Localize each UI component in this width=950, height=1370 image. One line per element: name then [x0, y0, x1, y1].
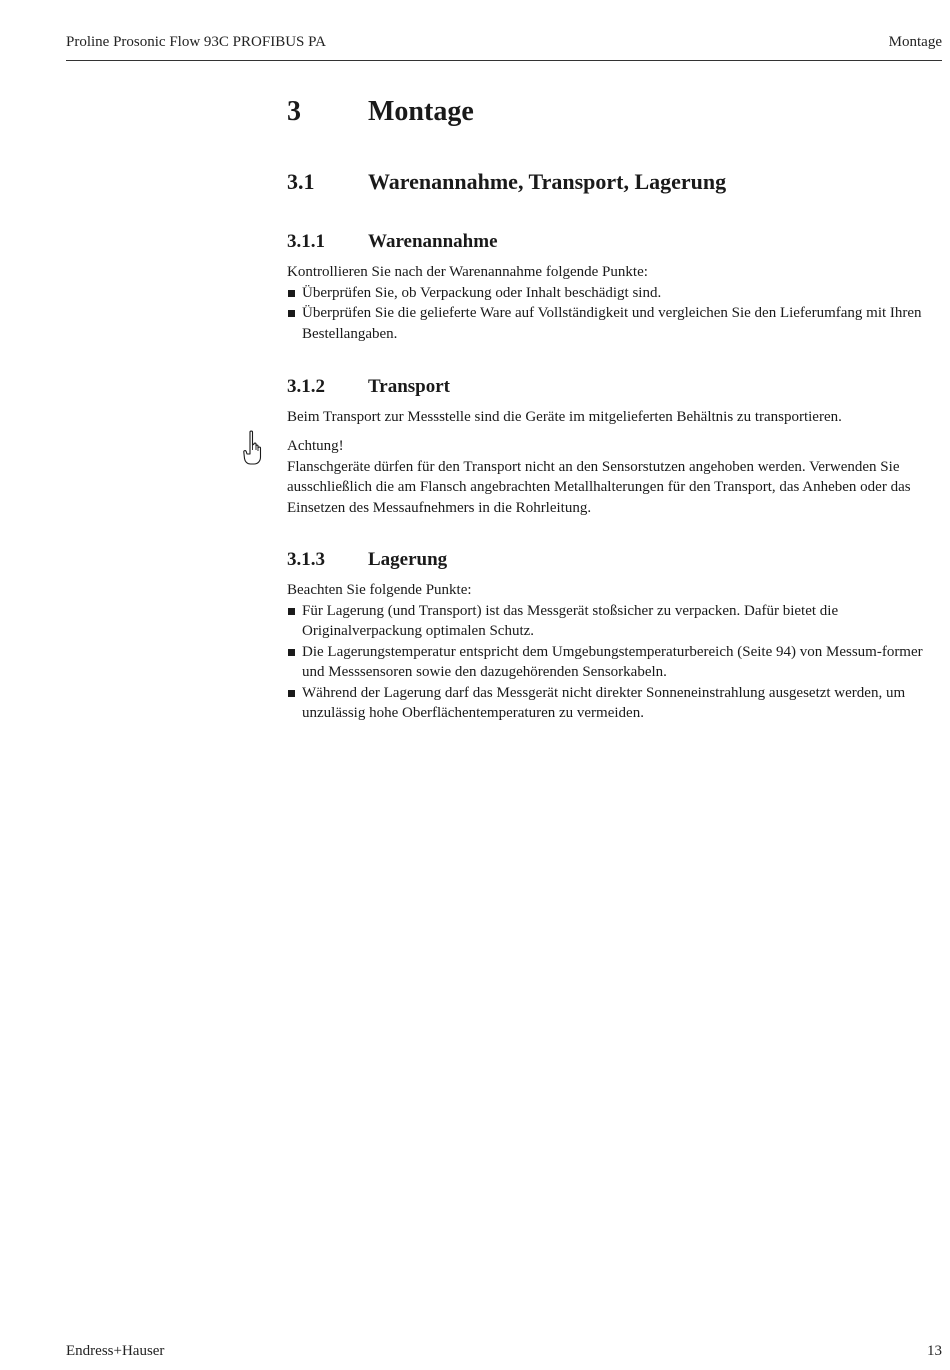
warenannahme-intro: Kontrollieren Sie nach der Warenannahme folgende Punkte:: [287, 264, 648, 280]
list-item: Überprüfen Sie, ob Verpackung oder Inhalt beschädigt sind.: [287, 283, 942, 304]
lagerung-list: [287, 601, 942, 724]
chapter-number: 3: [287, 96, 301, 127]
page-number: 13: [927, 1343, 942, 1359]
pointing-hand-icon: [242, 430, 264, 466]
footer-company: Endress+Hauser: [66, 1343, 165, 1359]
subsection-heading-transport: [287, 374, 942, 400]
subsection-heading-warenannahme: [287, 229, 942, 255]
subsection-title: Lagerung: [368, 549, 448, 570]
header-rule: [66, 60, 942, 61]
running-header: [66, 32, 942, 52]
transport-text: Beim Transport zur Messstelle sind die Geräte im mitgelieferten Behältnis zu transportieren.: [287, 409, 842, 425]
subsection-title: Warenannahme: [368, 231, 498, 252]
subsection-number: 3.1.3: [287, 549, 325, 570]
list-item: Die Lagerungstemperatur entspricht dem Umgebungstemperaturbereich (Seite 94) von Messum-former und Messsensoren sowie den dazugehörenden Sensorkabeln.: [287, 642, 942, 683]
chapter-heading: [287, 94, 942, 130]
section-heading: [287, 167, 942, 197]
header-chapter-name: Montage: [888, 34, 942, 50]
subsection-heading-lagerung: [287, 547, 942, 573]
subsection-title: Transport: [368, 376, 450, 397]
list-item: Während der Lagerung darf das Messgerät nicht direkter Sonneneinstrahlung ausgesetzt werden, um unzulässig hohe Oberflächentemperaturen zu vermeiden.: [287, 683, 942, 724]
warenannahme-body: [287, 262, 942, 344]
list-item: Überprüfen Sie die gelieferte Ware auf Vollständigkeit und vergleichen Sie den Lieferumfang mit Ihren Bestellangaben.: [287, 303, 942, 344]
header-product-name: Proline Prosonic Flow 93C PROFIBUS PA: [66, 34, 326, 50]
section-number: 3.1: [287, 169, 315, 194]
section-title: Warenannahme, Transport, Lagerung: [368, 169, 727, 194]
list-item: Für Lagerung (und Transport) ist das Messgerät stoßsicher zu verpacken. Dafür bietet die Originalverpackung optimalen Schutz.: [287, 601, 942, 642]
chapter-title: Montage: [368, 96, 474, 127]
subsection-number: 3.1.2: [287, 376, 325, 397]
lagerung-body: [287, 580, 942, 724]
warenannahme-list: [287, 283, 942, 345]
caution-text: Flanschgeräte dürfen für den Transport nicht an den Sensorstutzen angehoben werden. Verwenden Sie ausschließlich die am Flansch angebrachten Metallhalterungen für den Transport, das Anheben oder das Einsetzen des Messaufnehmers in die Rohrleitung.: [287, 458, 911, 516]
subsection-number: 3.1.1: [287, 231, 325, 252]
caution-note: [287, 436, 942, 518]
caution-label: Achtung!: [287, 438, 344, 454]
running-footer: [66, 1341, 942, 1361]
lagerung-intro: Beachten Sie folgende Punkte:: [287, 582, 472, 598]
